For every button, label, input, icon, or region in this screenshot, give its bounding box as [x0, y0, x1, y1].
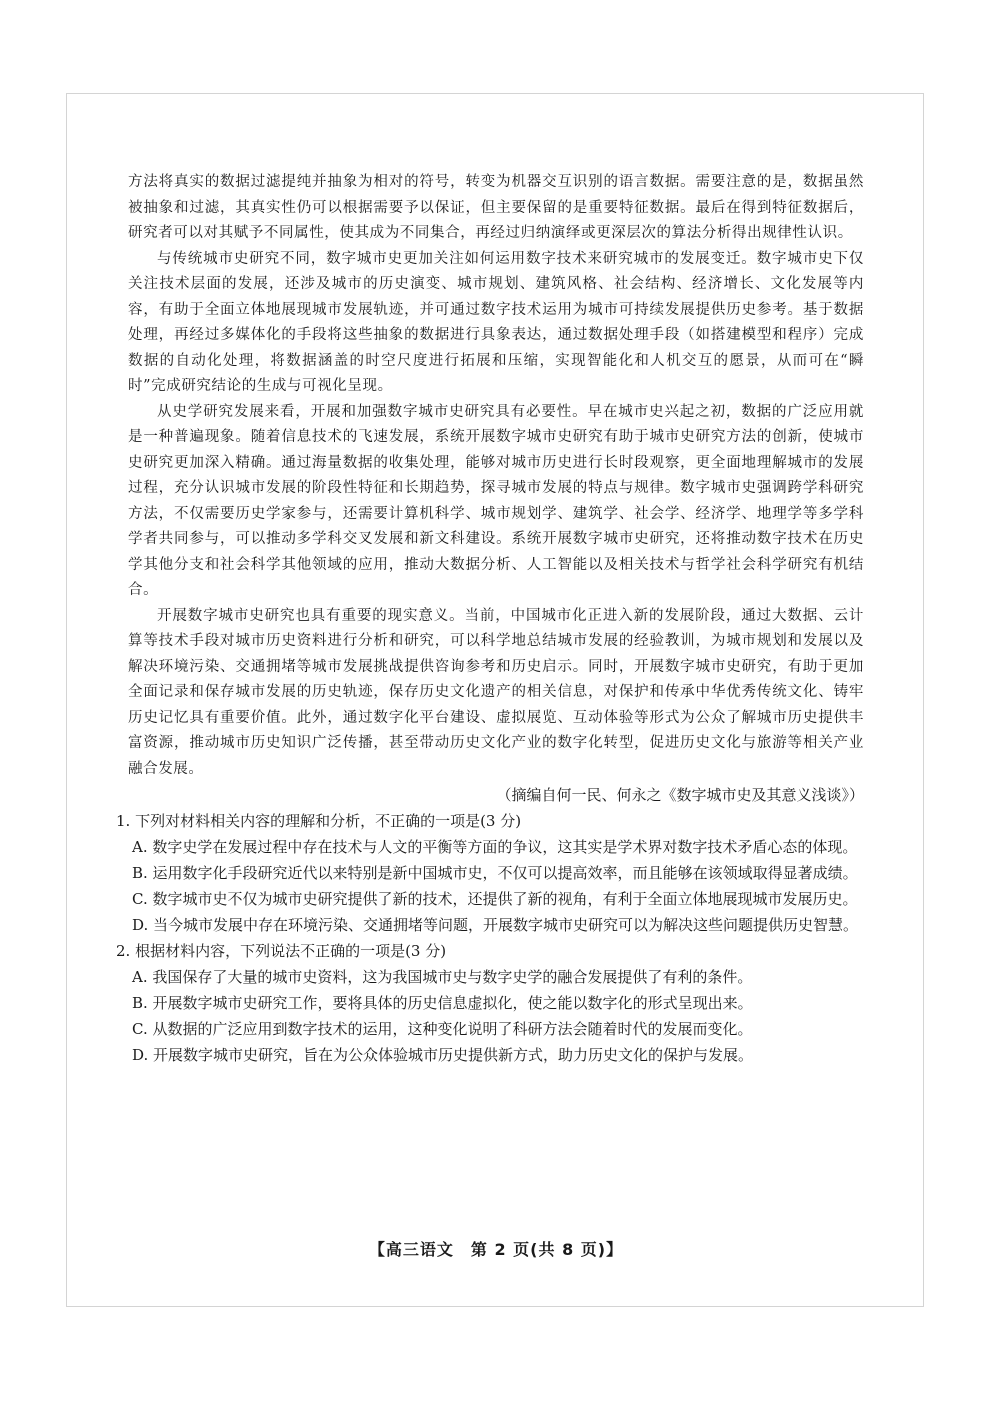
- passage-source: （摘编自何一民、何永之《数字城市史及其意义浅谈》）: [496, 786, 864, 804]
- question-1-option-c: C. 数字城市史不仅为城市史研究提供了新的技术，还提供了新的视角，有利于全面立体地展现城市发展历史。: [132, 890, 858, 908]
- question-2-option-b: B. 开展数字城市史研究工作，要将具体的历史信息虚拟化，使之能以数字化的形式呈现出来。: [132, 994, 753, 1012]
- passage-paragraph-1: 方法将真实的数据过滤提纯并抽象为相对的符号，转变为机器交互识别的语言数据。需要注意的是，数据虽然被抽象和过滤，其真实性仍可以根据需要予以保证，但主要保留的是重要特征数据。最后在得到特征数据后，研究者可以对其赋予不同属性，使其成为不同集合，再经过归纳演绎或更深层次的算法分析得出规律性认识。: [128, 174, 864, 241]
- question-2-option-c: C. 从数据的广泛应用到数字技术的运用，这种变化说明了科研方法会随着时代的发展而变化。: [132, 1020, 753, 1038]
- question-1-option-d: D. 当今城市发展中存在环境污染、交通拥堵等问题，开展数字城市史研究可以为解决这些问题提供历史智慧。: [132, 916, 859, 934]
- passage-paragraph-3: 从史学研究发展来看，开展和加强数字城市史研究具有必要性。早在城市史兴起之初，数据的广泛应用就是一种普遍现象。随着信息技术的飞速发展，系统开展数字城市史研究有助于城市史研究方法的创新，使城市史研究更加深入精确。通过海量数据的收集处理，能够对城市历史进行长时段观察，更全面地理解城市的发展过程，充分认识城市发展的阶段性特征和长期趋势，探寻城市发展的特点与规律。数字城市史强调跨学科研究方法，不仅需要历史学家参与，还需要计算机科学、城市规划学、建筑学、社会学、经济学、地理学等多学科学者共同参与，可以推动多学科交叉发展和新文科建设。系统开展数字城市史研究，还将推动数字技术在历史学其他分支和社会科学其他领域的应用，推动大数据分析、人工智能以及相关技术与哲学社会科学研究有机结合。: [128, 403, 864, 598]
- passage-paragraph-2: 与传统城市史研究不同，数字城市史更加关注如何运用数字技术来研究城市的发展变迁。数字城市史下仅关注技术层面的发展，还涉及城市的历史演变、城市规划、建筑风格、社会结构、经济增长、文化发展等内容，有助于全面立体地展现城市发展轨迹，并可通过数字技术运用为城市可持续发展提供历史参考。基于数据处理，再经过多媒体化的手段将这些抽象的数据进行具象表达，通过数据处理手段（如搭建模型和程序）完成数据的自动化处理，将数据涵盖的时空尺度进行拓展和压缩，实现智能化和人机交互的愿景，从而可在“瞬时”完成研究结论的生成与可视化呈现。: [128, 250, 864, 394]
- document-content: [116, 170, 864, 1068]
- question-2-option-a: A. 我国保存了大量的城市史资料，这为我国城市史与数字史学的融合发展提供了有利的条件。: [132, 968, 753, 986]
- page-footer: 【高三语文 第 2 页(共 8 页)】: [368, 1240, 624, 1259]
- question-2-option-d: D. 开展数字城市史研究，旨在为公众体验城市历史提供新方式，助力历史文化的保护与发展。: [132, 1046, 754, 1064]
- question-1-option-b: B. 运用数字化手段研究近代以来特别是新中国城市史，不仅可以提高效率，而且能够在该领域取得显著成绩。: [132, 864, 858, 882]
- question-2-stem: 2. 根据材料内容，下列说法不正确的一项是(3 分): [116, 942, 447, 960]
- question-1-option-a: A. 数字史学在发展过程中存在技术与人文的平衡等方面的争议，这其实是学术界对数字技术矛盾心态的体现。: [132, 838, 858, 856]
- passage-paragraph-4: 开展数字城市史研究也具有重要的现实意义。当前，中国城市化正进入新的发展阶段，通过大数据、云计算等技术手段对城市历史资料进行分析和研究，可以科学地总结城市发展的经验教训，为城市规划和发展以及解决环境污染、交通拥堵等城市发展挑战提供咨询参考和历史启示。同时，开展数字城市史研究，有助于更加全面记录和保存城市发展的历史轨迹，保存历史文化遗产的相关信息，对保护和传承中华优秀传统文化、铸牢历史记忆具有重要价值。此外，通过数字化平台建设、虚拟展览、互动体验等形式为公众了解城市历史提供丰富资源，推动城市历史知识广泛传播，甚至带动历史文化产业的数字化转型，促进历史文化与旅游等相关产业融合发展。: [128, 607, 864, 777]
- question-2: [116, 938, 864, 1068]
- question-1-stem: 1. 下列对材料相关内容的理解和分析，不正确的一项是(3 分): [116, 812, 522, 830]
- question-1: [116, 808, 864, 938]
